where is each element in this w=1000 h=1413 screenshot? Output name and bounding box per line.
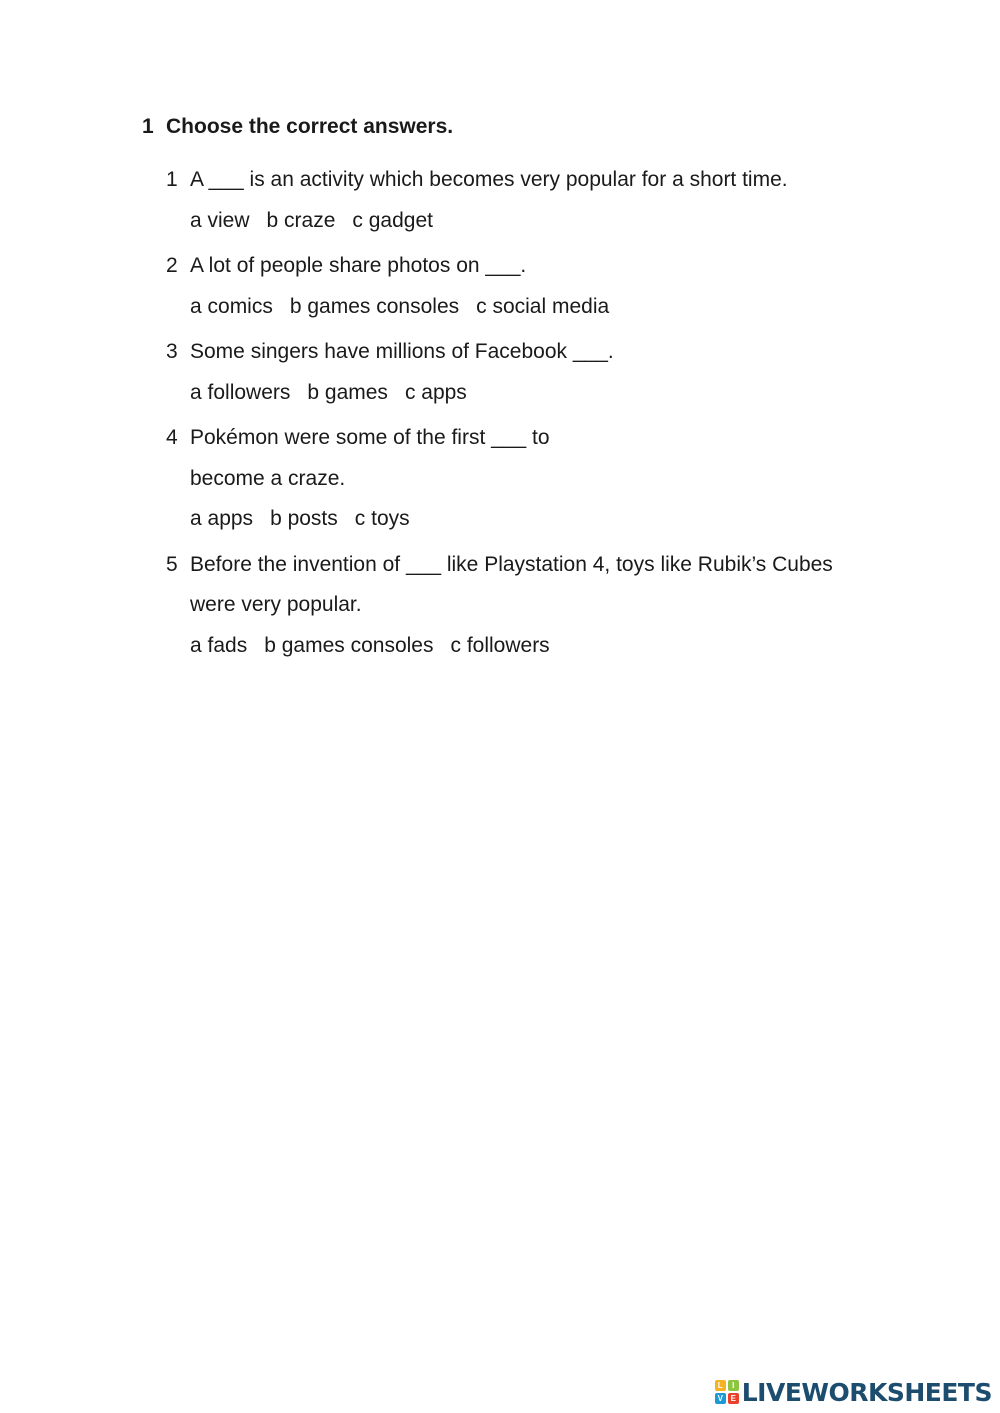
option-b[interactable]: b craze <box>266 208 336 232</box>
question-number: 3 <box>166 340 178 363</box>
question-5 <box>166 545 956 667</box>
option-c[interactable]: c toys <box>354 507 410 530</box>
answer-options <box>190 373 467 414</box>
option-a[interactable]: a apps <box>190 507 254 530</box>
exercise-title: Choose the correct answers. <box>166 115 454 138</box>
option-b[interactable]: b games <box>307 380 388 404</box>
question-text: A lot of people share photos on ___. <box>190 254 527 277</box>
question-number: 5 <box>166 552 178 576</box>
answer-options <box>190 287 609 328</box>
question-number: 1 <box>166 168 178 191</box>
question-text-continued: were very popular. <box>190 593 362 616</box>
question-1 <box>166 160 956 241</box>
question-2 <box>166 246 956 327</box>
option-b[interactable]: b games consoles <box>289 294 460 318</box>
logo-text: LIVEWORKSHEETS <box>741 1377 992 1407</box>
exercise-heading <box>142 115 453 139</box>
option-a[interactable]: a comics <box>190 294 273 318</box>
logo-square-l: L <box>715 1380 726 1391</box>
question-4 <box>166 418 956 540</box>
option-b[interactable]: b posts <box>270 507 338 530</box>
option-a[interactable]: a followers <box>190 380 291 404</box>
answer-options <box>190 499 410 540</box>
question-text-continued: become a craze. <box>190 466 346 490</box>
option-c[interactable]: c followers <box>450 633 550 657</box>
question-text: A ___ is an activity which becomes very popular for a short time. <box>190 168 788 191</box>
logo-square-v: V <box>715 1393 726 1404</box>
logo-square-e: E <box>728 1393 739 1404</box>
question-text: Some singers have millions of Facebook ___. <box>190 340 614 363</box>
question-3 <box>166 332 956 413</box>
exercise-number: 1 <box>142 115 154 138</box>
answer-options <box>190 201 433 242</box>
question-list <box>166 160 956 671</box>
option-c[interactable]: c gadget <box>352 208 433 232</box>
option-a[interactable]: a fads <box>190 633 248 657</box>
question-number: 4 <box>166 426 178 449</box>
liveworksheets-logo <box>715 1377 992 1407</box>
logo-square-i: I <box>728 1380 739 1391</box>
question-text: Pokémon were some of the first ___ to <box>190 426 550 449</box>
question-text: Before the invention of ___ like Playstation 4, toys like Rubik’s Cubes <box>190 552 833 576</box>
question-number: 2 <box>166 254 178 277</box>
option-c[interactable]: c social media <box>476 294 610 318</box>
answer-options <box>190 626 550 667</box>
option-b[interactable]: b games consoles <box>264 633 434 657</box>
option-a[interactable]: a view <box>190 208 250 232</box>
logo-mark-icon <box>715 1380 739 1404</box>
option-c[interactable]: c apps <box>404 380 467 404</box>
